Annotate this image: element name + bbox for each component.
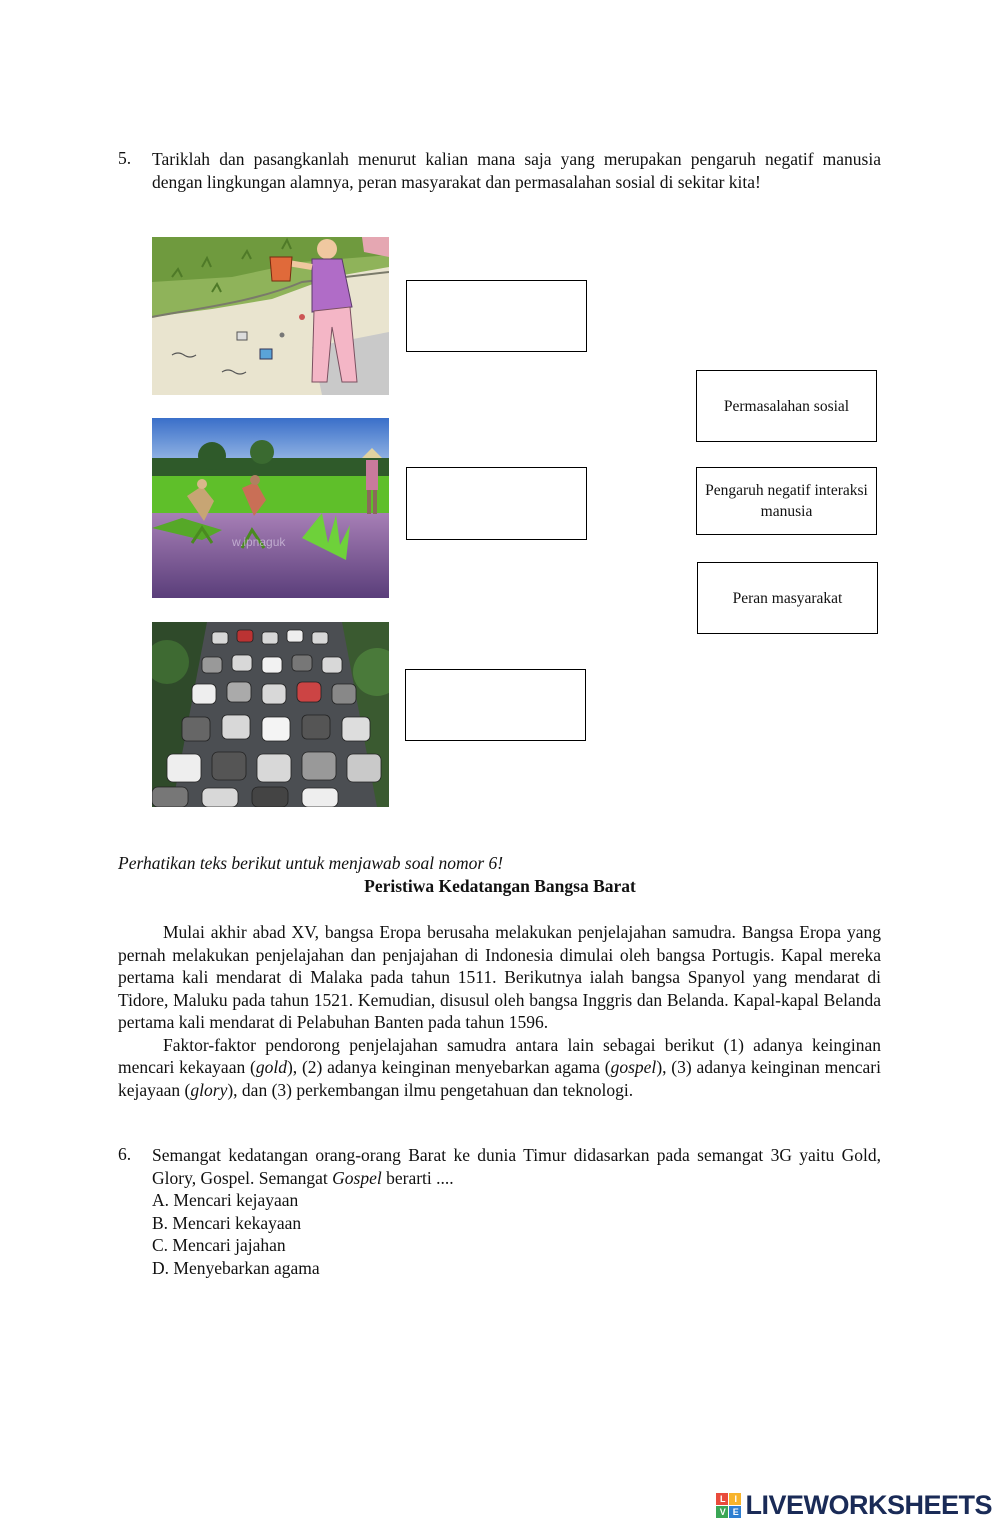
rice-farmers-photo: [152, 418, 389, 598]
p2-part-b: ), (2) adanya keinginan menyebarkan agama (: [286, 1057, 611, 1077]
reading-body: [118, 921, 881, 1101]
p2-part-c: ), (3) adanya keinginan mencari kejayaan (: [118, 1057, 881, 1100]
label-peran-masyarakat[interactable]: Peran masyarakat: [697, 562, 878, 634]
option-c[interactable]: C. Mencari jajahan: [152, 1235, 286, 1255]
reading-instruction: Perhatikan teks berikut untuk menjawab soal nomor 6!: [118, 853, 504, 873]
liveworksheets-logo: [716, 1490, 992, 1521]
q6-text-gospel: Gospel: [332, 1167, 382, 1188]
logo-text: LIVEWORKSHEETS: [745, 1490, 992, 1520]
traffic-jam-photo: [152, 622, 389, 807]
label-pengaruh-negatif[interactable]: Pengaruh negatif interaksi manusia: [696, 467, 877, 535]
answer-drop-box-2[interactable]: [406, 467, 587, 540]
option-a[interactable]: A. Mencari kejayaan: [152, 1190, 299, 1210]
question-6-number: 6.: [118, 1144, 132, 1164]
question-6-options: [152, 1189, 320, 1279]
label-permasalahan-sosial[interactable]: Permasalahan sosial: [696, 370, 877, 442]
p2-gold: gold: [255, 1057, 287, 1077]
answer-drop-box-3[interactable]: [405, 669, 586, 741]
reading-title: Peristiwa Kedatangan Bangsa Barat: [364, 876, 636, 896]
question-5-text: Tariklah dan pasangkanlah menurut kalian mana saja yang merupakan pengaruh negatif manusia dengan lingkungan alamnya, peran masyarakat dan permasalahan sosial di sekitar kita!: [152, 149, 881, 192]
option-d[interactable]: D. Menyebarkan agama: [152, 1257, 320, 1278]
p2-part-d: ), dan (3) perkembangan ilmu pengetahuan dan teknologi.: [227, 1079, 634, 1100]
question-5-number: 5.: [118, 148, 132, 168]
question-6-text: [152, 1144, 881, 1189]
image-watermark: w.ipnaguk: [232, 535, 286, 549]
litter-woman-illustration: [152, 237, 389, 395]
q6-text-b: berarti ....: [381, 1167, 454, 1188]
answer-drop-box-1[interactable]: [406, 280, 587, 352]
option-b[interactable]: B. Mencari kekayaan: [152, 1212, 302, 1233]
logo-mark-icon: L I V E: [716, 1493, 741, 1518]
p2-part-a: Faktor-faktor pendorong penjelajahan samudra antara lain sebagai berikut (1) adanya keinginan mencari kekayaan (: [118, 1034, 881, 1077]
reading-paragraph-1: Mulai akhir abad XV, bangsa Eropa berusaha melakukan penjelajahan samudra. Bangsa Eropa yang pernah melakukan penjelajahan dan penjajahan di Indonesia dimulai oleh bangsa Portugis. Kapal mereka pertama kali mendarat di Malaka pada tahun 1511. Berikutnya ialah bangsa Spanyol yang mendarat di Tidore, Maluku pada tahun 1521. Kemudian, disusul oleh bangsa Inggris dan Belanda. Kapal-kapal Belanda pertama kali mendarat di Pelabuhan Banten pada tahun 1596.: [118, 922, 881, 1032]
q6-text-a: Semangat kedatangan orang-orang Barat ke dunia Timur didasarkan pada semangat 3G yaitu Gold, Glory, Gospel. Semangat: [152, 1145, 881, 1188]
p2-gospel: gospel: [610, 1057, 657, 1077]
p2-glory: glory: [190, 1079, 228, 1100]
reading-paragraph-2: [118, 1034, 881, 1102]
